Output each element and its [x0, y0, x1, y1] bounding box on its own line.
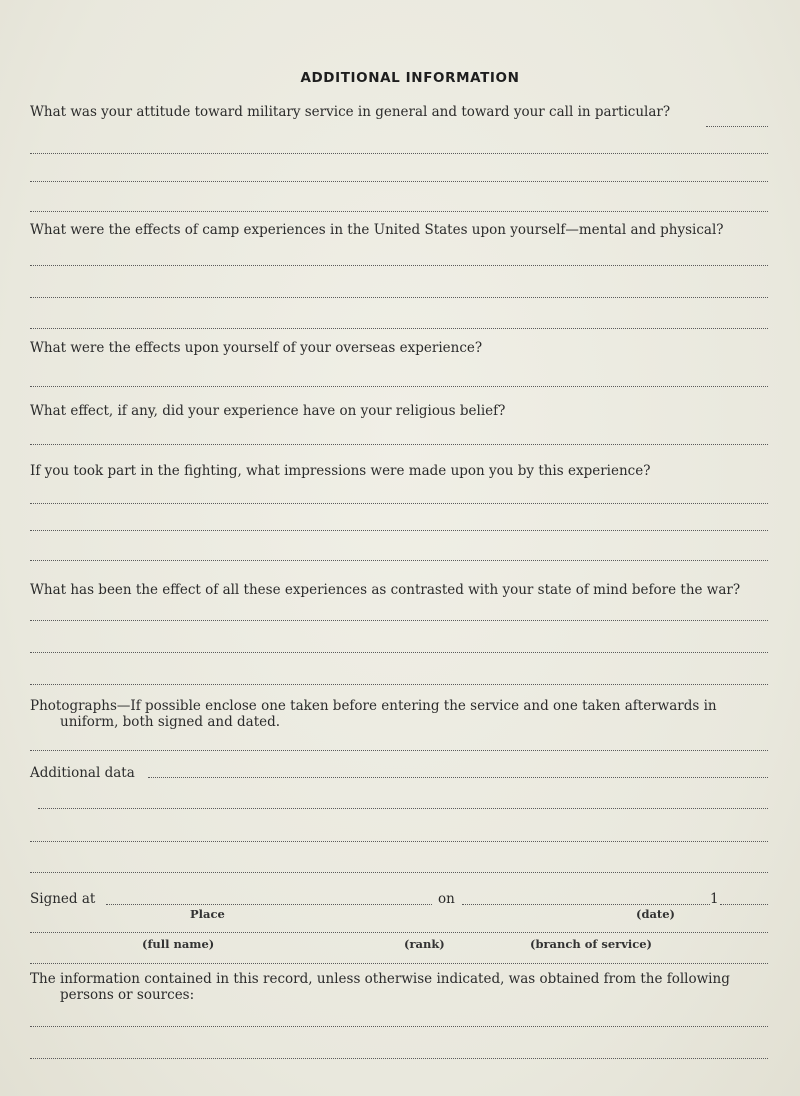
- answer-line[interactable]: [38, 808, 768, 809]
- question-fighting-impressions: If you took part in the fighting, what impressions were made upon you by this experience?: [30, 463, 651, 479]
- photographs-line-2: uniform, both signed and dated.: [60, 714, 281, 730]
- sources-line-2: persons or sources:: [60, 987, 195, 1003]
- answer-line[interactable]: [30, 652, 768, 653]
- answer-line[interactable]: [30, 444, 768, 445]
- question-military-attitude: What was your attitude toward military service in general and toward your call in particular?: [30, 104, 671, 120]
- answer-line[interactable]: [30, 872, 768, 873]
- answer-line[interactable]: [30, 1058, 768, 1059]
- question-camp-experiences: What were the effects of camp experiences in the United States upon yourself—mental and physical?: [30, 222, 724, 238]
- question-overseas-experience: What were the effects upon yourself of your overseas experience?: [30, 340, 483, 356]
- place-field[interactable]: [106, 904, 432, 905]
- date-field[interactable]: [462, 904, 710, 905]
- full-name-label: (full name): [142, 937, 215, 951]
- answer-line[interactable]: [30, 328, 768, 329]
- answer-line[interactable]: [30, 963, 768, 964]
- year-field[interactable]: [720, 904, 768, 905]
- photographs-instructions: [30, 698, 770, 730]
- answer-line[interactable]: [706, 126, 768, 127]
- place-label: Place: [190, 907, 225, 921]
- question-state-of-mind: What has been the effect of all these experiences as contrasted with your state of mind before the war?: [30, 582, 741, 598]
- question-religious-belief: What effect, if any, did your experience have on your religious belief?: [30, 403, 506, 419]
- answer-line[interactable]: [30, 530, 768, 531]
- answer-line[interactable]: [30, 560, 768, 561]
- answer-line[interactable]: [30, 153, 768, 154]
- rank-label: (rank): [404, 937, 445, 951]
- answer-line[interactable]: [30, 297, 768, 298]
- answer-line[interactable]: [30, 1026, 768, 1027]
- photographs-line-1: Photographs—If possible enclose one taken before entering the service and one taken afterwards in: [30, 698, 717, 714]
- page-title: ADDITIONAL INFORMATION: [300, 70, 520, 86]
- answer-line[interactable]: [30, 684, 768, 685]
- answer-line[interactable]: [30, 750, 768, 751]
- sources-statement: [30, 971, 770, 1003]
- branch-label: (branch of service): [530, 937, 653, 951]
- answer-line[interactable]: [30, 503, 768, 504]
- year-prefix: 1: [710, 891, 719, 907]
- name-rank-branch-field[interactable]: [30, 932, 768, 933]
- on-label: on: [438, 891, 455, 907]
- additional-data-line[interactable]: [148, 777, 768, 778]
- sources-line-1: The information contained in this record, unless otherwise indicated, was obtained from the following: [30, 971, 730, 987]
- additional-data-label: Additional data: [30, 765, 135, 781]
- answer-line[interactable]: [30, 265, 768, 266]
- answer-line[interactable]: [30, 620, 768, 621]
- answer-line[interactable]: [30, 841, 768, 842]
- answer-line[interactable]: [30, 386, 768, 387]
- answer-line[interactable]: [30, 181, 768, 182]
- signed-at-label: Signed at: [30, 891, 96, 907]
- date-label: (date): [636, 907, 676, 921]
- answer-line[interactable]: [30, 211, 768, 212]
